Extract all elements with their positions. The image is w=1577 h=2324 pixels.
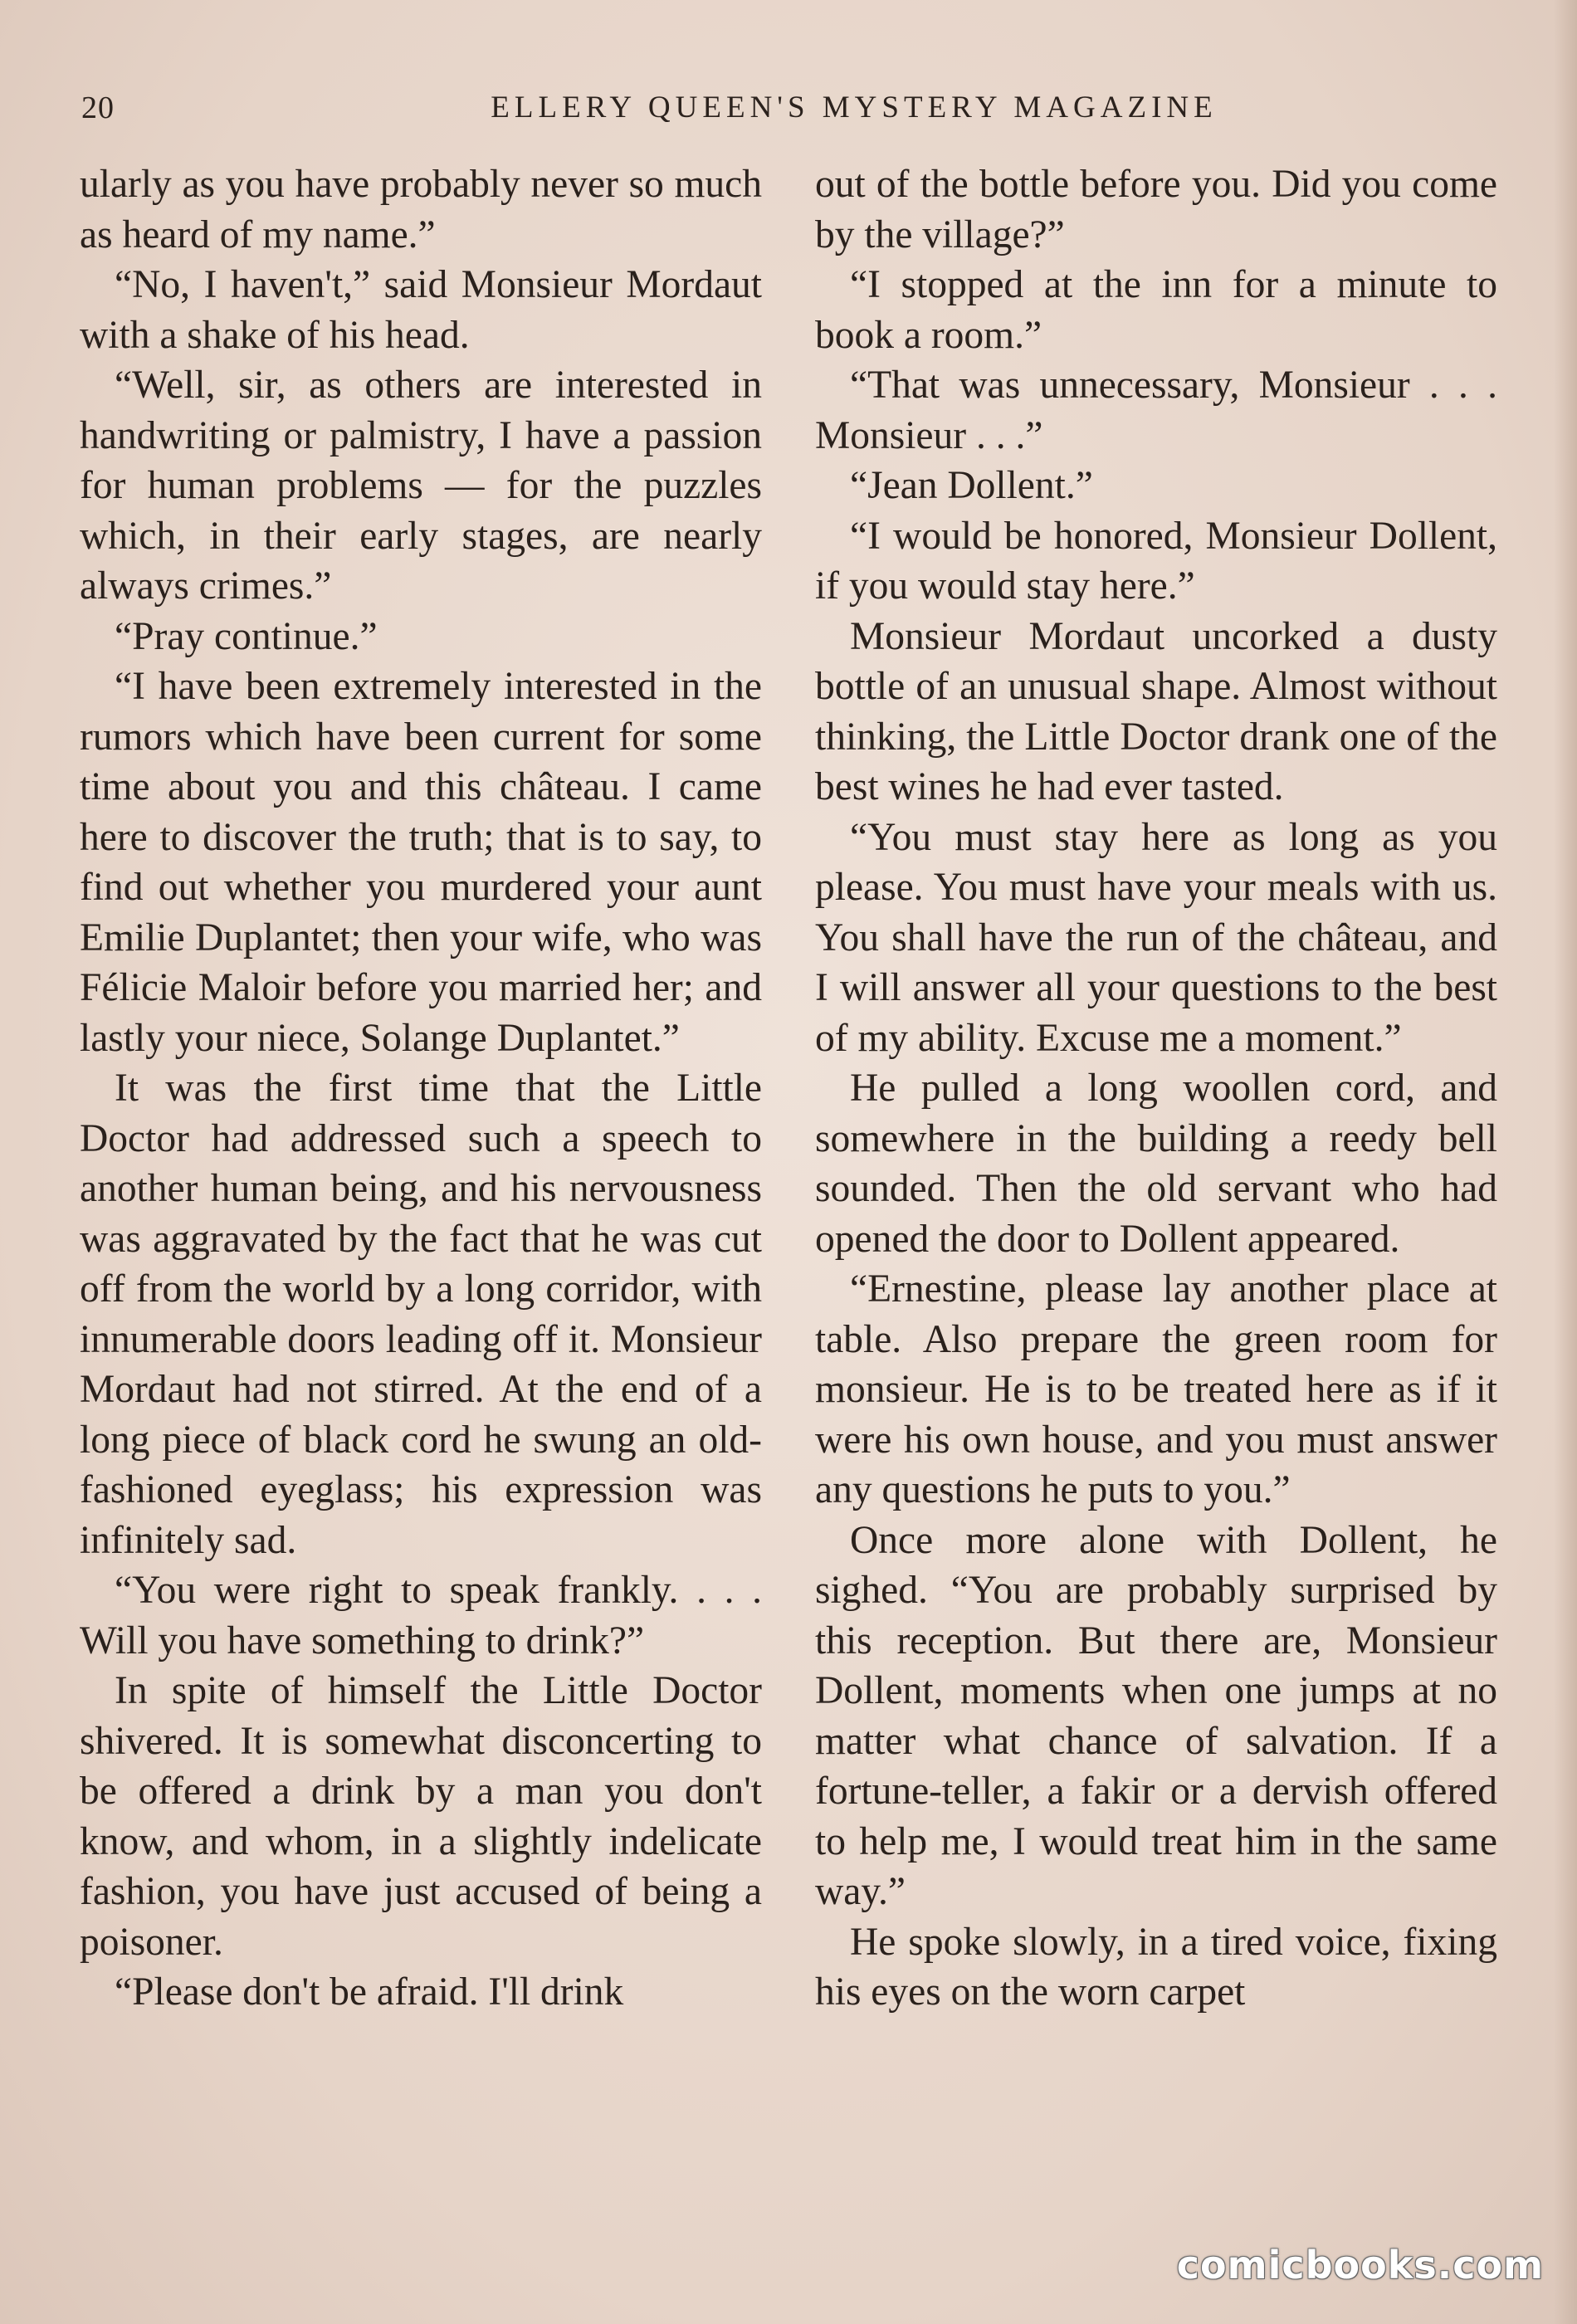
paragraph: ularly as you have probably never so much as heard of my name.” (80, 163, 762, 256)
paragraph: He pulled a long woollen cord, and somewhere in the building a reedy bell sounded. Then the old servant who had opened the door to Dollent appeared. (815, 1067, 1497, 1261)
running-head: ELLERY QUEEN'S MYSTERY MAGAZINE (491, 90, 1218, 124)
page-number: 20 (81, 90, 115, 125)
paragraph: “I have been extremely interested in the rumors which have been current for some time about you and this château. I came here to discover the truth; that is to say, to find out whether you murdered your aunt Emilie Duplantet; then your wife, who was Félicie Maloir before you married her; and lastly your niece, Solange Duplantet.” (80, 665, 762, 1060)
page-edge-shadow (1554, 0, 1577, 2324)
paragraph: “No, I haven't,” said Monsieur Mordaut with a shake of his head. (80, 263, 762, 357)
paragraph: “I stopped at the inn for a minute to book a room.” (815, 263, 1497, 357)
paragraph: Once more alone with Dollent, he sighed. “You are probably surprised by this reception. But there are, Monsieur Dollent, moments when one jumps at no matter what chance of salvation. If a fortune-teller, a fakir or a dervish offered to help me, I would treat him in the same way.” (815, 1518, 1497, 1913)
paragraph: “Please don't be afraid. I'll drink (115, 1970, 624, 2014)
paragraph: “I would be honored, Monsieur Dollent, if you would stay here.” (815, 514, 1497, 608)
paragraph: Monsieur Mordaut uncorked a dusty bottle of an unusual shape. Almost without thinking, the Little Doctor drank one of the best wines he had ever tasted. (815, 614, 1497, 808)
left-column (80, 159, 762, 2018)
paragraph: “Jean Dollent.” (850, 464, 1093, 507)
paragraph: He spoke slowly, in a tired voice, fixing his eyes on the worn carpet (815, 1920, 1497, 2014)
right-column (815, 159, 1497, 2018)
paragraph: “You were right to speak frankly. . . . Will you have something to drink?” (80, 1569, 762, 1662)
paragraph: “Well, sir, as others are interested in handwriting or palmistry, I have a passion for human problems — for the puzzles which, in their early stages, are nearly always crimes.” (80, 364, 762, 608)
paragraph: It was the first time that the Little Doctor had addressed such a speech to another human being, and his nervousness was aggravated by the fact that he was cut off from the world by a long corridor, with innumerable doors leading off it. Monsieur Mordaut had not stirred. At the end of a long piece of black cord he swung an old-fashioned eyeglass; his expression was infinitely sad. (80, 1067, 762, 1562)
paragraph: “You must stay here as long as you please. You must have your meals with us. You shall have the run of the château, and I will answer all your questions to the best of my ability. Excuse me a moment.” (815, 815, 1497, 1060)
watermark: comicbooks.com (1176, 2243, 1544, 2287)
paragraph: “That was unnecessary, Monsieur . . . Monsieur . . .” (815, 364, 1497, 457)
paragraph: In spite of himself the Little Doctor shivered. It is somewhat disconcerting to be offered a drink by a man you don't know, and whom, in a slightly indelicate fashion, you have just accused of being a poisoner. (80, 1669, 762, 1964)
paragraph: “Pray continue.” (115, 614, 378, 658)
paragraph: “Ernestine, please lay another place at table. Also prepare the green room for monsieur. He is to be treated here as if it were his own house, and you must answer any questions he puts to you.” (815, 1267, 1497, 1511)
paragraph: out of the bottle before you. Did you come by the village?” (815, 163, 1497, 256)
page-header (81, 90, 1494, 139)
